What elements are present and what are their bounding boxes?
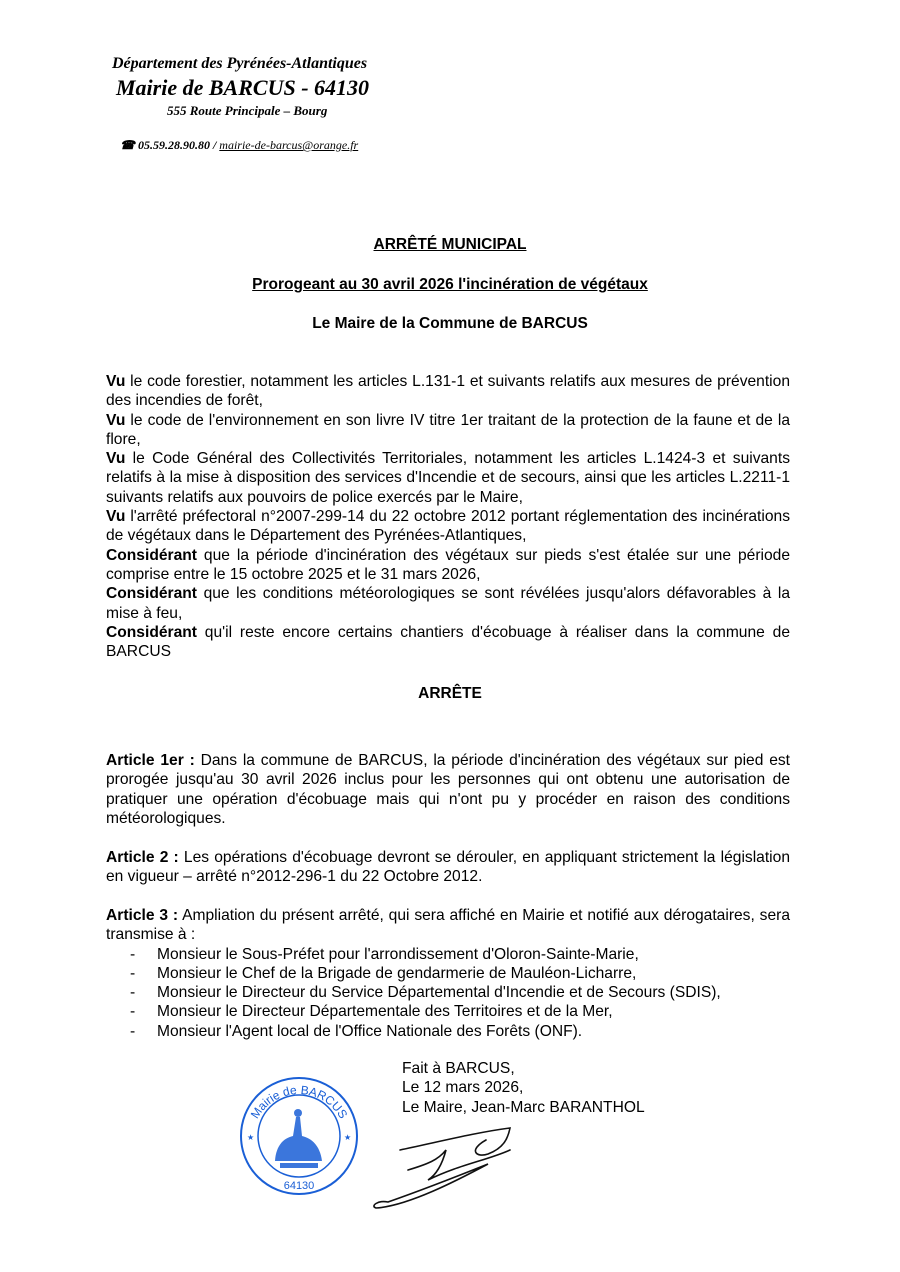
signature xyxy=(368,1120,518,1210)
mairie-stamp xyxy=(238,1075,360,1197)
clause-text: le Code Général des Collectivités Territoriales, notamment les articles L.1424-3 et suivants relatifs à la mise à disposition des services d'Incendie et de secours, ainsi que les articles L.2211-1 suivants relatifs aux pouvoirs de police exercés par le Maire, xyxy=(106,450,790,506)
clause-text: l'arrêté préfectoral n°2007-299-14 du 22 octobre 2012 portant réglementation des incinérations de végétaux dans le Département des Pyrénées-Atlantiques, xyxy=(106,508,790,545)
document-subject: Prorogeant au 30 avril 2026 l'incinération de végétaux xyxy=(252,276,648,293)
clause-text: qu'il reste encore certains chantiers d'écobuage à réaliser dans la commune de BARCUS xyxy=(106,623,790,661)
article-text: Les opérations d'écobuage devront se dérouler, en appliquant strictement la législation en vigueur – arrêté n°2012-296-1 du 22 Octobre 2012. xyxy=(106,849,790,886)
signoff-date: Le 12 mars 2026, xyxy=(402,1079,524,1097)
clause-text: que la période d'incinération des végétaux sur pieds s'est étalée sur une période comprise entre le 15 octobre 2025 et le 31 mars 2026, xyxy=(106,546,790,583)
article-text: Ampliation du présent arrêté, qui sera affiché en Mairie et notifié aux dérogataires, sera transmise à : xyxy=(106,907,790,944)
preamble xyxy=(106,372,790,661)
letterhead-contact xyxy=(120,138,358,153)
clause-lead: Considérant xyxy=(106,623,197,641)
letterhead-mairie: Mairie de BARCUS - 64130 xyxy=(116,75,370,100)
stamp-code: 64130 xyxy=(283,1180,315,1192)
article-1 xyxy=(106,751,790,828)
clause-text: le code de l'environnement en son livre IV titre 1er traitant de la protection de la faune et de la flore, xyxy=(106,411,790,448)
clause-lead: Vu xyxy=(106,508,126,526)
clause-lead: Vu xyxy=(106,411,126,429)
clause-text: que les conditions météorologiques se sont révélées jusqu'alors défavorables à la mise à feu, xyxy=(106,585,790,622)
list-item: - Monsieur l'Agent local de l'Office Nationale des Forêts (ONF). xyxy=(106,1022,790,1041)
preamble-clause xyxy=(106,449,790,507)
letterhead-department: Département des Pyrénées-Atlantiques xyxy=(112,55,368,72)
preamble-clause xyxy=(106,411,790,450)
authority-heading: Le Maire de la Commune de BARCUS xyxy=(312,315,588,332)
article-label: Article 2 : xyxy=(106,849,179,866)
clause-lead: Considérant xyxy=(106,546,197,564)
list-item: - Monsieur le Directeur Départementale des Territoires et de la Mer, xyxy=(106,1002,790,1021)
stamp-text: Mairie de BARCUS xyxy=(247,1082,351,1122)
decree-heading: ARRÊTE xyxy=(418,685,482,702)
phone-number: 05.59.28.90.80 / xyxy=(137,138,217,152)
article-label: Article 1er : xyxy=(106,752,195,769)
list-item: - Monsieur le Directeur du Service Départemental d'Incendie et de Secours (SDIS), xyxy=(106,983,790,1002)
list-item: - Monsieur le Chef de la Brigade de gendarmerie de Mauléon-Licharre, xyxy=(106,964,790,983)
article-2 xyxy=(106,848,790,887)
article-label: Article 3 : xyxy=(106,907,179,924)
email-link[interactable]: mairie-de-barcus@orange.fr xyxy=(219,138,359,152)
preamble-clause xyxy=(106,372,790,411)
preamble-clause xyxy=(106,507,790,546)
star-icon: ★ xyxy=(344,1133,352,1142)
signoff-signatory: Le Maire, Jean-Marc BARANTHOL xyxy=(402,1098,645,1116)
clause-lead: Vu xyxy=(106,450,126,468)
preamble-clause xyxy=(106,584,790,623)
recipient-list xyxy=(106,945,790,1041)
signoff-place: Fait à BARCUS, xyxy=(402,1060,515,1077)
preamble-clause xyxy=(106,546,790,585)
signoff xyxy=(402,1059,645,1117)
preamble-clause xyxy=(106,623,790,662)
stamp-figure xyxy=(275,1109,322,1168)
star-icon: ★ xyxy=(247,1133,255,1142)
document-title: ARRÊTÉ MUNICIPAL xyxy=(373,236,527,253)
article-text: Dans la commune de BARCUS, la période d'incinération des végétaux sur pied est prorogée jusqu'au 30 avril 2026 inclus pour les personnes qui ont obtenu une autorisation de pratiquer une opération d'écobuage mais qui n'ont pu y procéder en raison des conditions météorologiques. xyxy=(106,752,790,827)
clause-text: le code forestier, notamment les articles L.131-1 et suivants relatifs aux mesures de prévention des incendies de forêt, xyxy=(106,373,790,410)
letterhead-address: 555 Route Principale – Bourg xyxy=(167,103,328,118)
clause-lead: Vu xyxy=(106,373,126,390)
list-item: - Monsieur le Sous-Préfet pour l'arrondissement d'Oloron-Sainte-Marie, xyxy=(106,945,790,964)
article-3 xyxy=(106,906,790,1041)
clause-lead: Considérant xyxy=(106,585,197,603)
phone-icon: ☎ xyxy=(120,138,135,152)
